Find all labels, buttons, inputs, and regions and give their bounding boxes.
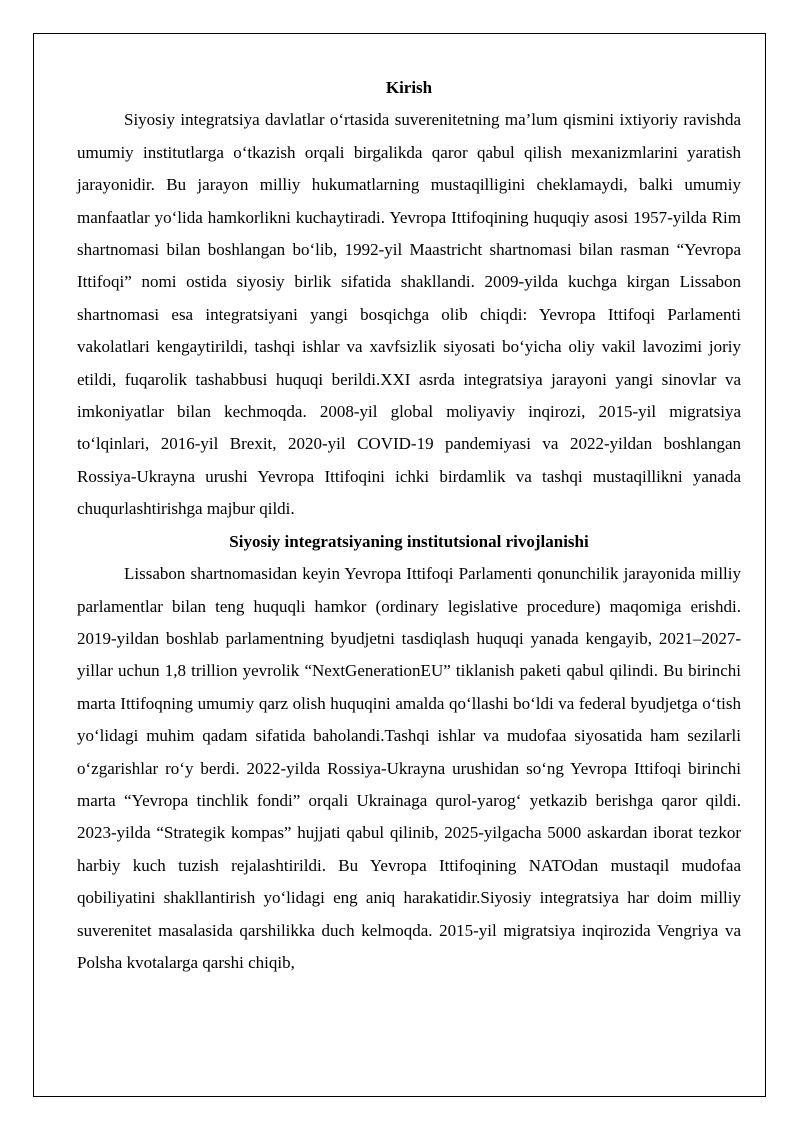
section-heading-institutional-development: Siyosiy integratsiyaning institutsional rivojlanishi [229,531,589,551]
section-heading-kirish: Kirish [385,78,433,97]
section-paragraph-kirish: Siyosiy integratsiya davlatlar o‘rtasida suverenitetning ma’lum qismini ixtiyoriy ravishda umumiy institutlarga o‘tkazish orqali birgalikda qaror qabul qilish mexanizmlarini yaratish jarayonidir. Bu jarayon milliy hukumatlarning mustaqilligini cheklamaydi, balki umumiy manfaatlar yo‘lida hamkorlikni kuchaytiradi. Yevropa Ittifoqining huquqiy asosi 1957-yilda Rim shartnomasi bilan boshlangan bo‘lib, 1992-yil Maastricht shartnomasi bilan rasman “Yevropa Ittifoqi” nomi ostida siyosiy birlik sifatida shakllandi. 2009-yilda kuchga kirgan Lissabon shartnomasi esa integratsiyani yangi bosqichga olib chiqdi: Yevropa Ittifoqi Parlamenti vakolatlari kengaytirildi, tashqi ishlar va xavfsizlik siyosati bo‘yicha oliy vakil lavozimi joriy etildi, fuqarolik tashabbusi huquqi berildi.XXI asrda integratsiya jarayoni yangi sinovlar va imkoniyatlar bilan kechmoqda. 2008-yil global moliyaviy inqirozi, 2015-yil migratsiya to‘lqinlari, 2016-yil Brexit, 2020-yil COVID-19 pandemiyasi va 2022-yildan boshlangan Rossiya-Ukrayna urushi Yevropa Ittifoqini ichki birdamlik va tashqi mustaqillikni yanada chuqurlashtirishga majbur qildi. [77,110,741,519]
document-body [77,72,741,979]
section-paragraph-institutional-development: Lissabon shartnomasidan keyin Yevropa Ittifoqi Parlamenti qonunchilik jarayonida milliy parlamentlar bilan teng huquqli hamkor (ordinary legislative procedure) maqomiga erishdi. 2019-yildan boshlab parlamentning byudjetni tasdiqlash huquqi yanada kengayib, 2021–2027-yillar uchun 1,8 trillion yevrolik “NextGenerationEU” tiklanish paketi qabul qilindi. Bu birinchi marta Ittifoqning umumiy qarz olish huquqini amalda qo‘llashi bo‘ldi va federal byudjetga o‘tish yo‘lidagi muhim qadam sifatida baholandi.Tashqi ishlar va mudofaa siyosatida ham sezilarli o‘zgarishlar ro‘y berdi. 2022-yilda Rossiya-Ukrayna urushidan so‘ng Yevropa Ittifoqi birinchi marta “Yevropa tinchlik fondi” orqali Ukrainaga qurol-yarog‘ yetkazib berishga qaror qildi. 2023-yilda “Strategik kompas” hujjati qabul qilinib, 2025-yilgacha 5000 askardan iborat tezkor harbiy kuch tuzish rejalashtirildi. Bu Yevropa Ittifoqining NATOdan mustaqil mudofaa qobiliyatini shakllantirish yo‘lidagi eng aniq harakatidir.Siyosiy integratsiya har doim milliy suverenitet masalasida qarshilikka duch kelmoqda. 2015-yil migratsiya inqirozida Vengriya va Polsha kvotalarga qarshi chiqib, [77,564,741,972]
